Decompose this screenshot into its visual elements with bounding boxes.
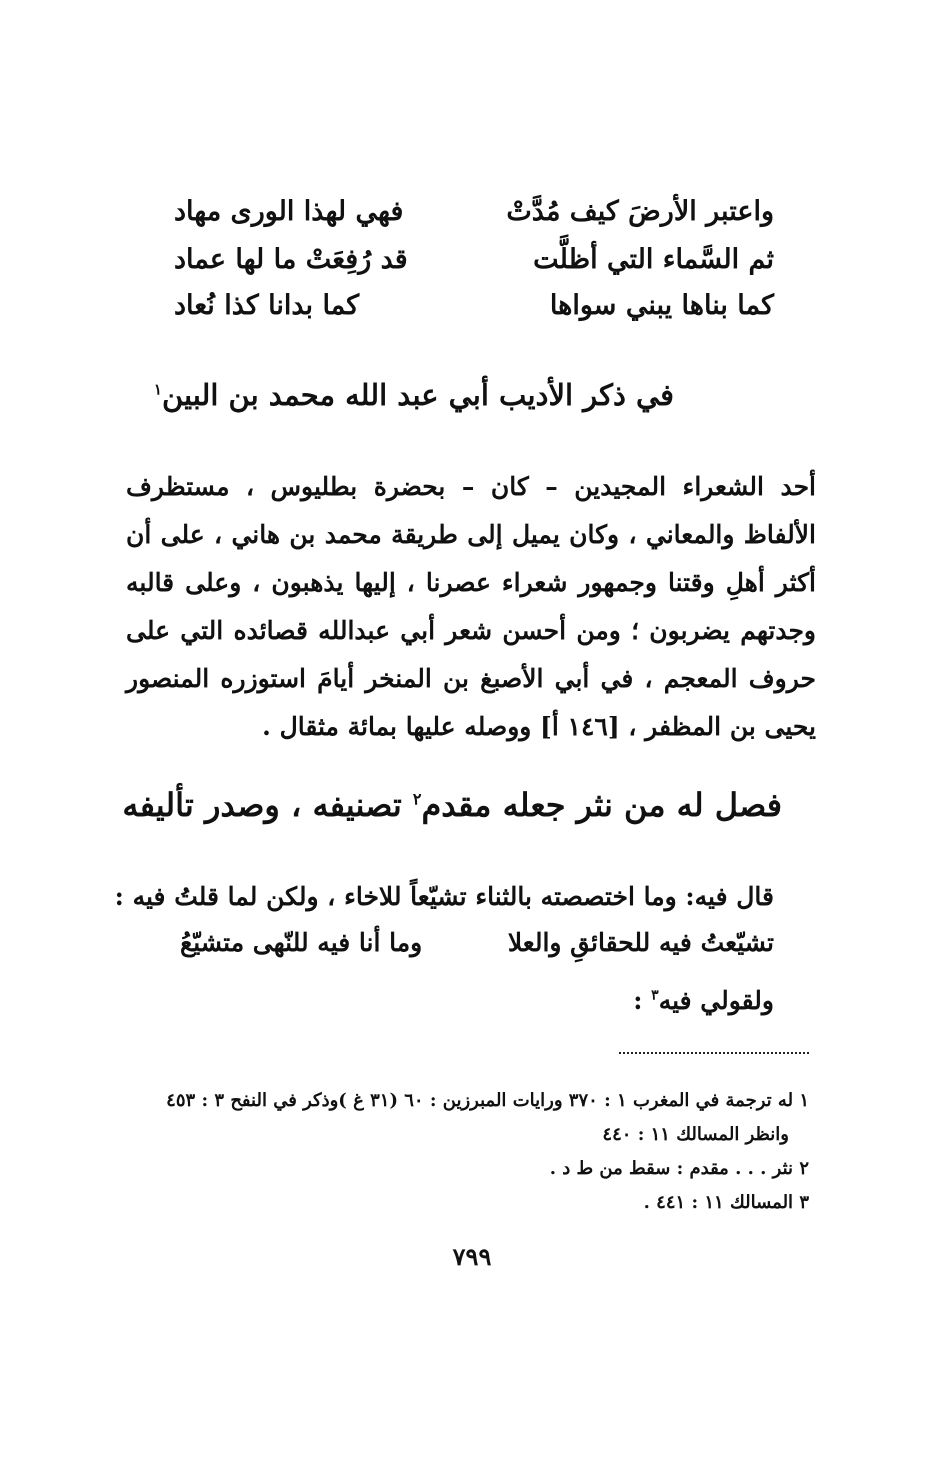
verse-line-1 [174,196,774,242]
quote-outro-text: ولقولي فيه [658,986,774,1015]
quote-verse-first-hemistich: تشيّعتُ فيه للحقائقِ والعلا [507,928,774,957]
chapter-title-footnote-mark: ٢ [412,789,422,809]
chapter-title-part-1: فصل له من نثر جعله مقدم [421,786,782,824]
chapter-title [122,786,782,824]
verse-line-3 [174,290,774,336]
page-number: ٧٩٩ [452,1242,492,1271]
section-title [153,378,674,412]
footnote-3: ٣ المسالك ١١ : ٤٤١ . [643,1192,809,1213]
quote-outro-footnote-mark: ٣ [651,987,659,1004]
section-title-text: في ذكر الأديب أبي عبد الله محمد بن البين [161,378,674,412]
quote-intro: قال فيه: وما اختصصته بالثناء تشيّعاً للاخاء ، ولكن لما قلتُ فيه : [114,882,774,911]
footnote-1-line-1: ١ له ترجمة في المغرب ١ : ٣٧٠ ورايات المبرزين : ٦٠ (٣١ غ )وذكر في النفح ٣ : ٤٥٣ [166,1090,809,1111]
footnote-separator [619,1052,809,1054]
verse-line-2 [174,244,774,290]
verse-2-second-hemistich: قد رُفِعَتْ ما لها عماد [174,244,408,275]
section-title-footnote-mark: ١ [153,380,162,399]
footnote-1-line-2: وانظر المسالك ١١ : ٤٤٠ [602,1124,789,1145]
verse-3-first-hemistich: كما بناها يبني سواها [549,290,774,321]
verse-1-first-hemistich: واعتبر الأرضَ كيف مُدَّتْ [506,196,774,227]
quote-outro [633,986,774,1015]
footnote-2: ٢ نثر . . . مقدم : سقط من ط د . [549,1158,809,1179]
quote-verse-second-hemistich: وما أنا فيه للنّهى متشيّعُ [180,928,423,957]
verse-1-second-hemistich: فهي لهذا الورى مهاد [174,196,404,227]
biography-paragraph: أحد الشعراء المجيدين – كان – بحضرة بطليوس ، مستظرف الألفاظ والمعاني ، وكان يميل إلى طريقة محمد بن هاني ، على أن أكثر أهلِ وقتنا وجمهور شعراء عصرنا ، إليها يذهبون ، وعلى قالبه وجدتهم يضربون ؛ ومن أحسن شعر أبي عبدالله قصائده التي على حروف المعجم ، في أبي الأصبغ بن المنخر أيامَ استوزره المنصور يحيى بن المظفر ، [١٤٦ أ] ووصله عليها بمائة مثقال . [126,472,816,741]
chapter-title-part-2: تصنيفه ، وصدر تأليفه [122,786,413,824]
verse-3-second-hemistich: كما بدانا كذا نُعاد [174,290,360,321]
verse-2-first-hemistich: ثم السَّماء التي أظلَّت [533,244,774,275]
quote-outro-colon: : [633,986,652,1015]
